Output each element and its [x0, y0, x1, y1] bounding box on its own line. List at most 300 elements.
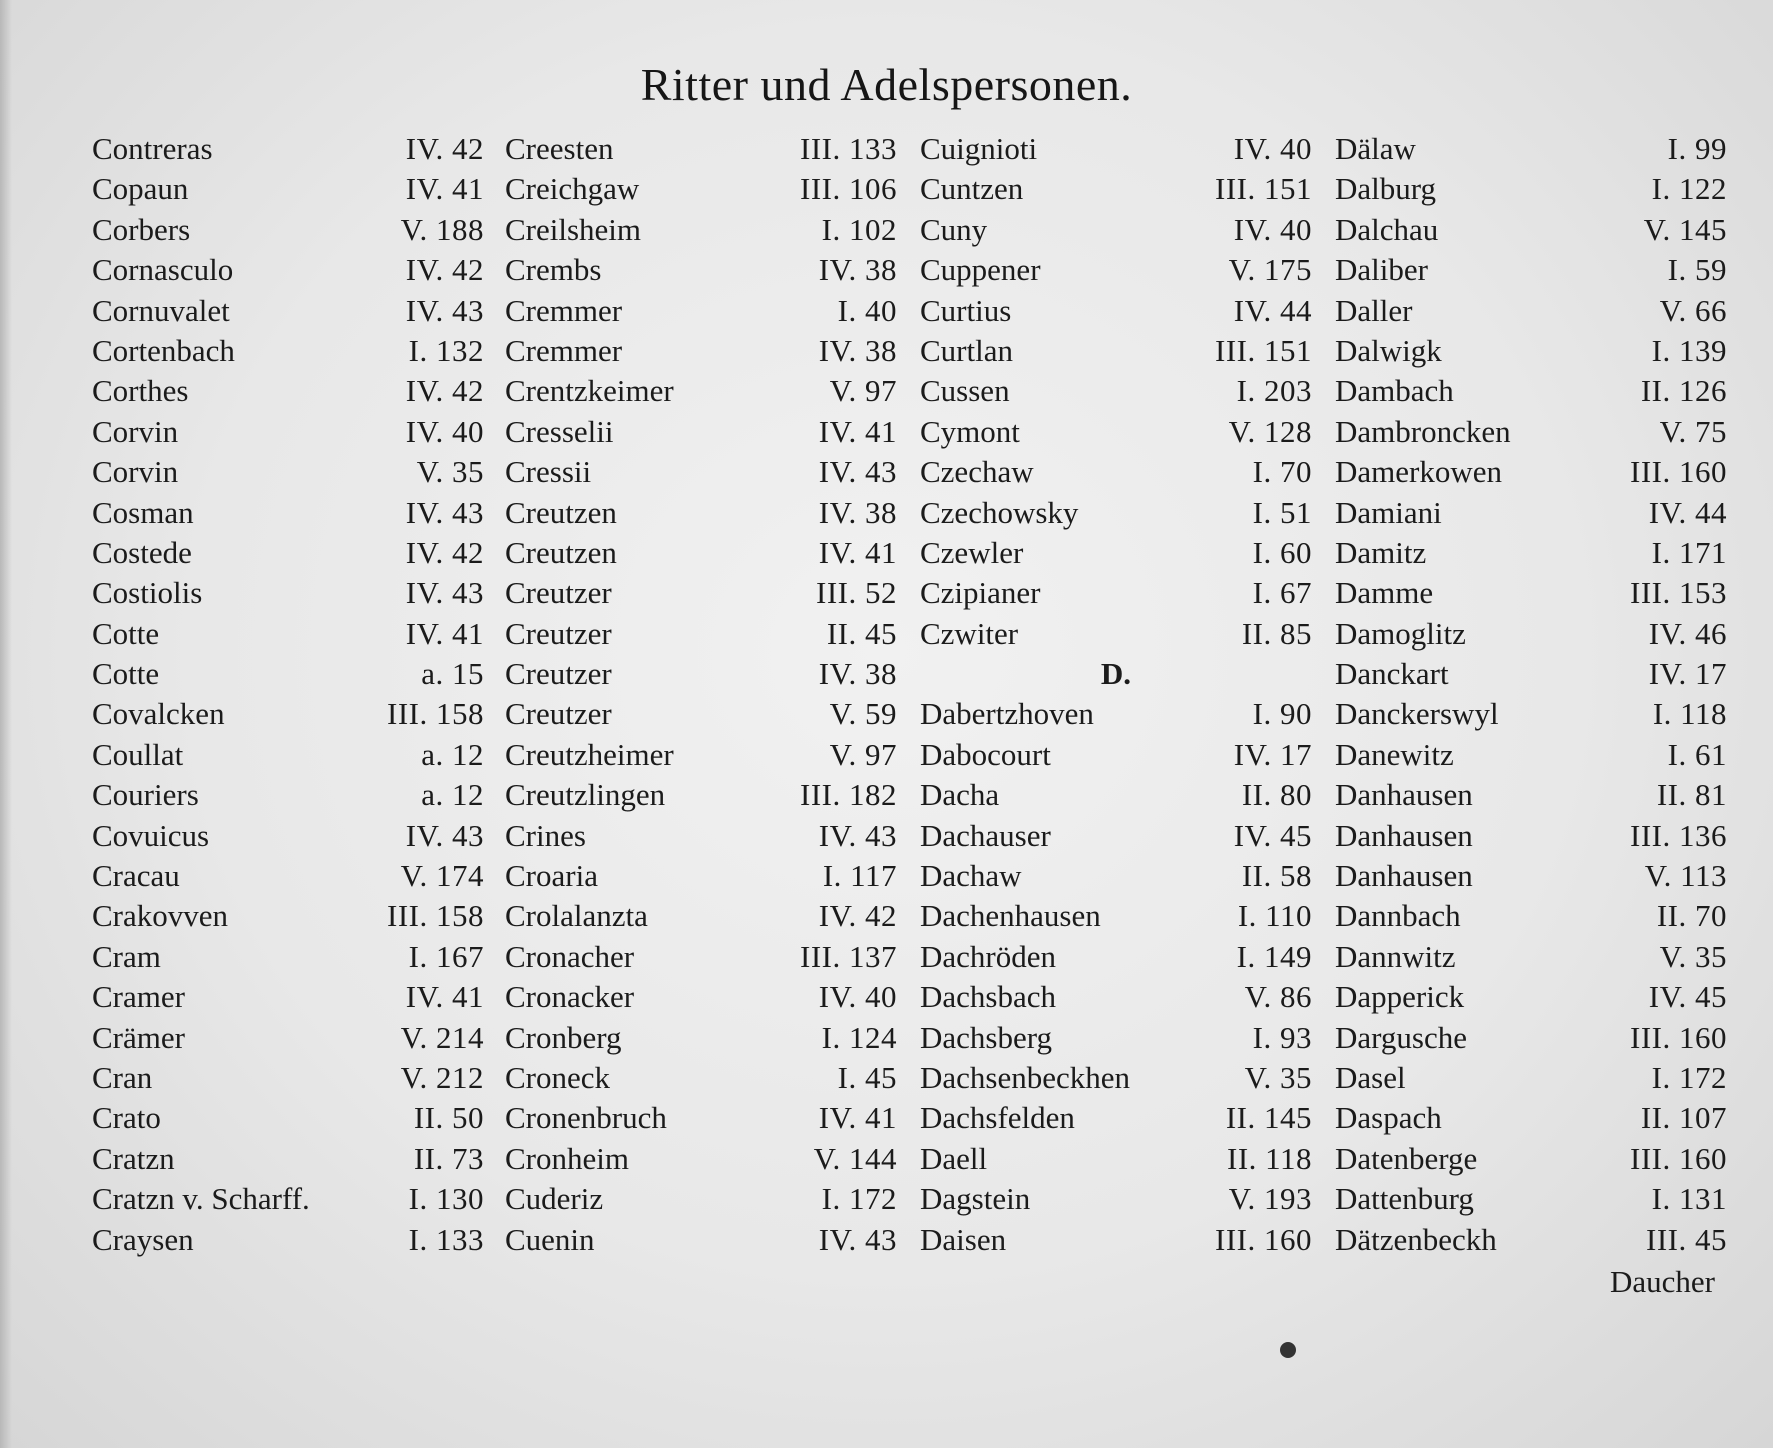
entry-reference: V. 75 — [1659, 413, 1727, 449]
entry-name: Dalchau — [1335, 211, 1439, 247]
entry-name: Cotte — [92, 615, 160, 651]
entry-name: Cram — [92, 938, 161, 974]
entry-name: Crato — [92, 1100, 161, 1136]
entry-name: Dachröden — [920, 938, 1056, 974]
index-entry — [505, 614, 897, 654]
entry-name: Dapperick — [1335, 979, 1465, 1015]
index-entry — [1335, 250, 1727, 290]
entry-name: Cuppener — [920, 252, 1041, 288]
entry-name: Copaun — [92, 171, 189, 207]
entry-name: Cuderiz — [505, 1181, 604, 1217]
entry-reference: IV. 42 — [405, 373, 484, 409]
index-entry — [1335, 1058, 1727, 1098]
entry-reference: V. 188 — [400, 211, 484, 247]
index-entry — [920, 1058, 1312, 1098]
index-entry — [92, 694, 484, 734]
index-entry — [1335, 614, 1727, 654]
entry-reference: I. 149 — [1236, 938, 1312, 974]
entry-name: Creutzer — [505, 656, 612, 692]
index-entry — [92, 573, 484, 613]
index-entry — [1335, 1098, 1727, 1138]
entry-reference: IV. 41 — [405, 615, 484, 651]
entry-reference: I. 133 — [408, 1221, 484, 1257]
entry-reference: II. 80 — [1241, 777, 1312, 813]
index-entry — [505, 169, 897, 209]
index-entry — [505, 573, 897, 613]
entry-reference: IV. 42 — [405, 534, 484, 570]
entry-name: Cran — [92, 1059, 153, 1095]
index-entry — [505, 1098, 897, 1138]
entry-reference: IV. 40 — [1233, 211, 1312, 247]
index-entry — [1335, 1179, 1727, 1219]
entry-name: Cronheim — [505, 1140, 629, 1176]
entry-reference: I. 171 — [1651, 534, 1727, 570]
index-entry — [920, 371, 1312, 411]
entry-reference: IV. 41 — [818, 534, 897, 570]
entry-name: Dannbach — [1335, 898, 1461, 934]
entry-reference: II. 58 — [1241, 858, 1312, 894]
entry-reference: IV. 43 — [405, 292, 484, 328]
index-entry — [92, 291, 484, 331]
index-entry — [92, 775, 484, 815]
index-entry — [505, 210, 897, 250]
entry-name: Dargusche — [1335, 1019, 1467, 1055]
entry-reference: V. 35 — [1244, 1059, 1312, 1095]
index-entry — [92, 412, 484, 452]
index-entry — [920, 493, 1312, 533]
entry-reference: III. 160 — [1215, 1221, 1312, 1257]
entry-reference: III. 52 — [816, 575, 897, 611]
index-column-4 — [1335, 129, 1727, 1260]
index-entry — [505, 1179, 897, 1219]
entry-name: Daell — [920, 1140, 988, 1176]
entry-reference: I. 117 — [822, 858, 897, 894]
entry-reference: III. 158 — [387, 696, 484, 732]
entry-name: Danckerswyl — [1335, 696, 1499, 732]
index-entry — [505, 1018, 897, 1058]
entry-reference: V. 86 — [1244, 979, 1312, 1015]
entry-name: Cuntzen — [920, 171, 1024, 207]
entry-name: Czewler — [920, 534, 1024, 570]
index-entry — [92, 493, 484, 533]
entry-reference: I. 99 — [1667, 131, 1727, 166]
entry-reference: V. 175 — [1228, 252, 1312, 288]
index-entry — [1335, 1220, 1727, 1260]
index-entry — [505, 896, 897, 936]
entry-name: Danhausen — [1335, 817, 1473, 853]
entry-name: Danhausen — [1335, 777, 1473, 813]
entry-reference: I. 93 — [1252, 1019, 1312, 1055]
index-entry — [920, 412, 1312, 452]
index-entry — [505, 291, 897, 331]
entry-reference: IV. 45 — [1233, 817, 1312, 853]
entry-name: Danewitz — [1335, 736, 1454, 772]
index-entry — [1335, 493, 1727, 533]
entry-name: Datenberge — [1335, 1140, 1478, 1176]
index-entry — [92, 654, 484, 694]
entry-name: Dätzenbeckh — [1335, 1221, 1497, 1257]
index-column-3 — [920, 129, 1312, 1260]
entry-name: Creutzen — [505, 494, 617, 530]
entry-reference: IV. 40 — [1233, 131, 1312, 166]
index-column-2 — [505, 129, 897, 1260]
entry-name: Crakovven — [92, 898, 229, 934]
entry-name: Czechaw — [920, 454, 1034, 490]
page-edge-shadow — [0, 0, 12, 1448]
entry-reference: I. 172 — [821, 1181, 897, 1217]
entry-reference: I. 102 — [821, 211, 897, 247]
index-entry — [92, 1018, 484, 1058]
entry-name: Coullat — [92, 736, 184, 772]
entry-reference: III. 133 — [800, 131, 897, 166]
entry-reference: V. 35 — [416, 454, 484, 490]
entry-reference: I. 124 — [821, 1019, 897, 1055]
entry-reference: IV. 38 — [818, 332, 897, 368]
entry-name: Cratzn — [92, 1140, 175, 1176]
entry-name: Dambach — [1335, 373, 1454, 409]
entry-name: Dachsfelden — [920, 1100, 1075, 1136]
index-entry — [505, 654, 897, 694]
entry-reference: II. 126 — [1640, 373, 1727, 409]
index-entry — [920, 694, 1312, 734]
entry-name: Creesten — [505, 131, 614, 166]
entry-name: Cortenbach — [92, 332, 235, 368]
entry-reference: I. 172 — [1651, 1059, 1727, 1095]
entry-name: Danhausen — [1335, 858, 1473, 894]
entry-name: Dannwitz — [1335, 938, 1456, 974]
entry-name: Crolalanzta — [505, 898, 648, 934]
index-entry — [1335, 331, 1727, 371]
entry-name: Curtius — [920, 292, 1012, 328]
index-entry — [92, 533, 484, 573]
index-entry — [920, 331, 1312, 371]
index-entry — [920, 816, 1312, 856]
entry-name: Couriers — [92, 777, 199, 813]
entry-reference: I. 67 — [1252, 575, 1312, 611]
entry-reference: I. 61 — [1667, 736, 1727, 772]
entry-reference: IV. 45 — [1648, 979, 1727, 1015]
entry-name: Creutzer — [505, 575, 612, 611]
entry-reference: I. 139 — [1651, 332, 1727, 368]
index-entry — [92, 452, 484, 492]
entry-name: Damitz — [1335, 534, 1427, 570]
index-entry — [92, 1098, 484, 1138]
entry-reference: I. 51 — [1252, 494, 1312, 530]
entry-reference: IV. 42 — [405, 131, 484, 166]
index-entry — [920, 210, 1312, 250]
index-entry — [1335, 735, 1727, 775]
entry-name: Croaria — [505, 858, 598, 894]
index-entry — [505, 1220, 897, 1260]
index-entry — [1335, 371, 1727, 411]
entry-name: Dachauser — [920, 817, 1051, 853]
index-entry — [920, 937, 1312, 977]
entry-reference: III. 137 — [800, 938, 897, 974]
entry-reference: V. 97 — [829, 736, 897, 772]
entry-reference: IV. 43 — [818, 454, 897, 490]
entry-reference: a. 12 — [421, 736, 484, 772]
entry-name: Craysen — [92, 1221, 194, 1257]
entry-name: Dälaw — [1335, 131, 1416, 166]
entry-reference: I. 203 — [1236, 373, 1312, 409]
entry-name: Dacha — [920, 777, 1000, 813]
index-entry — [1335, 694, 1727, 734]
entry-reference: I. 110 — [1237, 898, 1312, 934]
entry-name: Cressii — [505, 454, 592, 490]
entry-reference: I. 118 — [1652, 696, 1727, 732]
entry-reference: I. 59 — [1667, 252, 1727, 288]
entry-name: Crines — [505, 817, 586, 853]
index-entry — [920, 129, 1312, 169]
entry-reference: V. 174 — [400, 858, 484, 894]
entry-name: Cornasculo — [92, 252, 234, 288]
index-entry — [1335, 129, 1727, 169]
entry-name: Damoglitz — [1335, 615, 1466, 651]
index-entry — [505, 452, 897, 492]
index-entry — [505, 412, 897, 452]
entry-reference: I. 70 — [1252, 454, 1312, 490]
entry-name: Daller — [1335, 292, 1413, 328]
entry-reference: I. 131 — [1651, 1181, 1727, 1217]
entry-name: Creutzer — [505, 615, 612, 651]
entry-name: Croneck — [505, 1059, 611, 1095]
entry-name: Dagstein — [920, 1181, 1031, 1217]
entry-name: Dabocourt — [920, 736, 1051, 772]
index-entry — [920, 654, 1312, 694]
index-entry — [505, 1058, 897, 1098]
entry-reference: IV. 44 — [1648, 494, 1727, 530]
entry-name: Czipianer — [920, 575, 1041, 611]
entry-name: Dachaw — [920, 858, 1022, 894]
index-entry — [1335, 412, 1727, 452]
entry-name: Damiani — [1335, 494, 1442, 530]
entry-reference: IV. 41 — [818, 1100, 897, 1136]
entry-reference: II. 81 — [1656, 777, 1727, 813]
entry-name: Daspach — [1335, 1100, 1442, 1136]
entry-reference: IV. 43 — [818, 817, 897, 853]
entry-reference: IV. 38 — [818, 494, 897, 530]
index-entry — [92, 977, 484, 1017]
entry-reference: III. 151 — [1215, 332, 1312, 368]
catchword: Daucher — [1610, 1264, 1715, 1299]
entry-name: Cronberg — [505, 1019, 622, 1055]
entry-name: Dambroncken — [1335, 413, 1511, 449]
entry-name: Cronenbruch — [505, 1100, 667, 1136]
index-entry — [92, 250, 484, 290]
entry-name: Cronacker — [505, 979, 635, 1015]
entry-reference: IV. 44 — [1233, 292, 1312, 328]
index-entry — [505, 129, 897, 169]
index-entry — [1335, 452, 1727, 492]
entry-reference: IV. 17 — [1648, 656, 1727, 692]
entry-reference: IV. 42 — [818, 898, 897, 934]
index-entry — [92, 169, 484, 209]
entry-name: Dalwigk — [1335, 332, 1442, 368]
entry-reference: III. 182 — [800, 777, 897, 813]
entry-name: Cremmer — [505, 292, 623, 328]
index-entry — [1335, 210, 1727, 250]
entry-name: Creutzheimer — [505, 736, 674, 772]
entry-name: Cosman — [92, 494, 194, 530]
index-entry — [1335, 654, 1727, 694]
entry-name: Cuny — [920, 211, 988, 247]
index-entry — [92, 210, 484, 250]
entry-reference: V. 35 — [1659, 938, 1727, 974]
index-entry — [92, 371, 484, 411]
index-entry — [920, 1220, 1312, 1260]
entry-name: Corvin — [92, 413, 179, 449]
entry-reference: I. 167 — [408, 938, 484, 974]
entry-reference: IV. 43 — [405, 817, 484, 853]
index-entry — [92, 735, 484, 775]
entry-reference: V. 214 — [400, 1019, 484, 1055]
entry-reference: III. 153 — [1630, 575, 1727, 611]
entry-name: Corthes — [92, 373, 189, 409]
index-entry — [1335, 1139, 1727, 1179]
entry-name: Danckart — [1335, 656, 1449, 692]
entry-name: Costede — [92, 534, 192, 570]
entry-reference: II. 85 — [1241, 615, 1312, 651]
entry-name: Creutzen — [505, 534, 617, 570]
index-entry — [92, 1058, 484, 1098]
entry-reference: V. 128 — [1228, 413, 1312, 449]
entry-name: Cresselii — [505, 413, 614, 449]
index-entry — [920, 1098, 1312, 1138]
entry-reference: II. 45 — [826, 615, 897, 651]
index-entry — [1335, 856, 1727, 896]
entry-reference: III. 106 — [800, 171, 897, 207]
entry-name: Creutzlingen — [505, 777, 666, 813]
entry-name: Cratzn v. Scharff. — [92, 1181, 310, 1217]
index-entry — [920, 977, 1312, 1017]
entry-reference: V. 144 — [813, 1140, 897, 1176]
index-entry — [92, 1220, 484, 1260]
entry-name: Crämer — [92, 1019, 185, 1055]
entry-reference: a. 15 — [421, 656, 484, 692]
index-entry — [1335, 1018, 1727, 1058]
entry-name: Dachsenbeckhen — [920, 1059, 1131, 1095]
entry-reference: V. 59 — [829, 696, 897, 732]
entry-reference: II. 50 — [413, 1100, 484, 1136]
entry-name: Cotte — [92, 656, 160, 692]
index-entry — [920, 614, 1312, 654]
entry-reference: IV. 46 — [1648, 615, 1727, 651]
entry-reference: V. 145 — [1643, 211, 1727, 247]
index-entry — [920, 250, 1312, 290]
entry-reference: III. 136 — [1630, 817, 1727, 853]
index-entry — [505, 533, 897, 573]
entry-name: Dattenburg — [1335, 1181, 1474, 1217]
entry-reference: V. 97 — [829, 373, 897, 409]
index-entry — [920, 775, 1312, 815]
entry-name: Covuicus — [92, 817, 210, 853]
entry-reference: a. 12 — [421, 777, 484, 813]
entry-name: Cymont — [920, 413, 1020, 449]
entry-reference: IV. 42 — [405, 252, 484, 288]
index-entry — [1335, 775, 1727, 815]
index-entry — [920, 1179, 1312, 1219]
entry-name: Dachenhausen — [920, 898, 1101, 934]
entry-name: Cronacher — [505, 938, 635, 974]
entry-reference: IV. 40 — [405, 413, 484, 449]
entry-reference: III. 158 — [387, 898, 484, 934]
entry-name: Cornuvalet — [92, 292, 230, 328]
page-title: Ritter und Adelspersonen. — [640, 59, 1133, 110]
entry-reference: V. 212 — [400, 1059, 484, 1095]
entry-name: Cremmer — [505, 332, 623, 368]
entry-name: Czwiter — [920, 615, 1019, 651]
entry-name: Corvin — [92, 454, 179, 490]
index-entry — [505, 977, 897, 1017]
index-entry — [920, 735, 1312, 775]
entry-reference: II. 118 — [1227, 1140, 1312, 1176]
index-column-1 — [92, 129, 484, 1260]
ink-blot — [1280, 1342, 1296, 1358]
index-entry — [920, 291, 1312, 331]
index-entry — [1335, 291, 1727, 331]
entry-reference: V. 193 — [1228, 1181, 1312, 1217]
entry-name: Damme — [1335, 575, 1434, 611]
entry-name: Crentzkeimer — [505, 373, 674, 409]
entry-reference: IV. 38 — [818, 252, 897, 288]
entry-name: Crembs — [505, 252, 602, 288]
entry-reference: I. 130 — [408, 1181, 484, 1217]
index-entry — [1335, 816, 1727, 856]
index-entry — [505, 1139, 897, 1179]
entry-name: Cussen — [920, 373, 1010, 409]
entry-reference: I. 60 — [1252, 534, 1312, 570]
entry-name: Corbers — [92, 211, 191, 247]
index-entry — [92, 1139, 484, 1179]
entry-reference: III. 160 — [1630, 454, 1727, 490]
entry-reference: II. 145 — [1225, 1100, 1312, 1136]
index-entry — [1335, 573, 1727, 613]
index-entry — [1335, 533, 1727, 573]
entry-reference: IV. 41 — [405, 171, 484, 207]
entry-reference: V. 66 — [1659, 292, 1727, 328]
entry-name: Creutzer — [505, 696, 612, 732]
index-entry — [505, 735, 897, 775]
index-entry — [505, 493, 897, 533]
index-entry — [920, 1018, 1312, 1058]
index-entry — [920, 1139, 1312, 1179]
index-entry — [92, 937, 484, 977]
entry-reference: IV. 43 — [818, 1221, 897, 1257]
index-entry — [920, 896, 1312, 936]
entry-reference: III. 151 — [1215, 171, 1312, 207]
entry-name: Contreras — [92, 131, 213, 166]
index-entry — [92, 1179, 484, 1219]
entry-name: Daliber — [1335, 252, 1428, 288]
entry-reference: IV. 43 — [405, 575, 484, 611]
entry-reference: I. 40 — [837, 292, 897, 328]
entry-reference: I. 132 — [408, 332, 484, 368]
index-entry — [505, 694, 897, 734]
letter-heading: D. — [1100, 656, 1132, 692]
index-entry — [92, 896, 484, 936]
index-entry — [920, 533, 1312, 573]
entry-name: Creilsheim — [505, 211, 642, 247]
entry-reference: IV. 41 — [405, 979, 484, 1015]
index-entry — [92, 331, 484, 371]
entry-name: Daisen — [920, 1221, 1007, 1257]
entry-name: Damerkowen — [1335, 454, 1502, 490]
index-entry — [920, 573, 1312, 613]
index-entry — [92, 816, 484, 856]
index-entry — [505, 856, 897, 896]
entry-name: Cuignioti — [920, 131, 1038, 166]
entry-name: Dabertzhoven — [920, 696, 1094, 732]
